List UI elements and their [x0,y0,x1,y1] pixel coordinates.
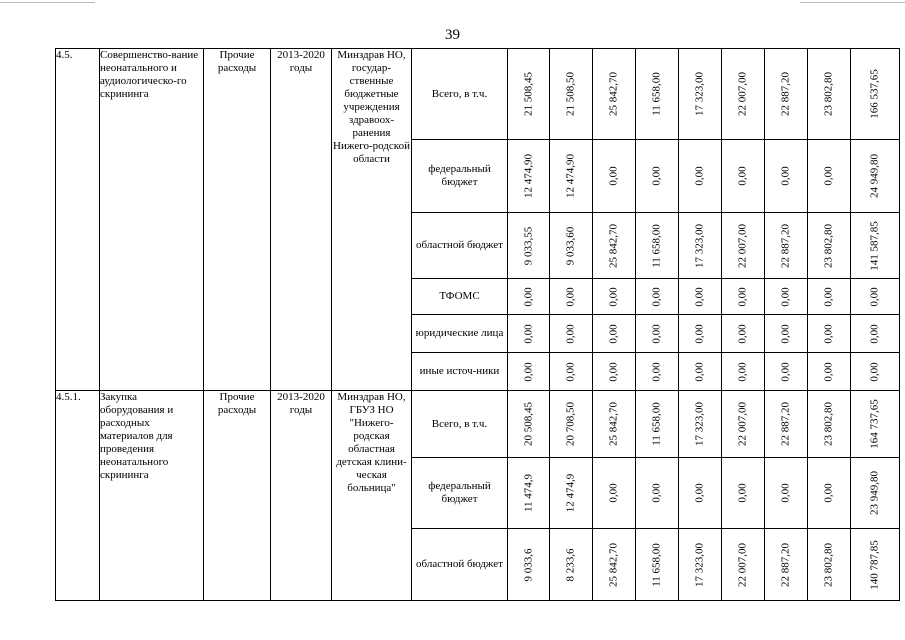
funding-source: областной бюджет [412,213,508,279]
value-cell: 0,00 [679,353,722,391]
value-cell: 0,00 [508,315,550,353]
value-cell: 20 708,50 [550,391,593,458]
scan-edge-mark [0,2,95,3]
value-cell: 0,00 [722,315,765,353]
page-number: 39 [445,27,460,43]
value-cell: 11 474,9 [508,458,550,529]
value-cell: 0,00 [722,140,765,213]
value-cell: 22 007,00 [722,391,765,458]
value-cell: 166 537,65 [851,49,900,140]
value-cell: 0,00 [808,458,851,529]
value-cell: 0,00 [550,279,593,315]
value-cell: 23 802,80 [808,213,851,279]
value-cell: 0,00 [679,140,722,213]
value-cell: 0,00 [636,279,679,315]
value-cell: 0,00 [593,315,636,353]
value-cell: 0,00 [765,315,808,353]
value-cell: 0,00 [679,315,722,353]
value-cell: 0,00 [636,353,679,391]
value-cell: 0,00 [765,140,808,213]
value-cell: 0,00 [593,353,636,391]
value-cell: 22 007,00 [722,213,765,279]
value-cell: 23 802,80 [808,49,851,140]
value-cell: 0,00 [722,458,765,529]
value-cell: 0,00 [808,279,851,315]
value-cell: 0,00 [851,315,900,353]
budget-table [55,48,900,601]
row-number: 4.5. [56,49,100,391]
value-cell: 21 508,45 [508,49,550,140]
value-cell: 22 887,20 [765,529,808,601]
value-cell: 0,00 [550,353,593,391]
value-cell: 11 658,00 [636,391,679,458]
value-cell: 0,00 [550,315,593,353]
value-cell: 0,00 [722,353,765,391]
value-cell: 0,00 [765,353,808,391]
expense-category: Прочие расходы [204,391,271,601]
value-cell: 9 033,60 [550,213,593,279]
value-cell: 141 587,85 [851,213,900,279]
value-cell: 0,00 [765,279,808,315]
value-cell: 0,00 [722,279,765,315]
value-cell: 0,00 [851,279,900,315]
value-cell: 12 474,90 [508,140,550,213]
value-cell: 0,00 [593,279,636,315]
funding-source: Всего, в т.ч. [412,391,508,458]
value-cell: 0,00 [679,458,722,529]
value-cell: 0,00 [851,353,900,391]
value-cell: 12 474,90 [550,140,593,213]
executor: Минздрав НО, ГБУЗ НО "Нижего-родская областная детская клини-ческая больница" [332,391,412,601]
value-cell: 164 737,65 [851,391,900,458]
value-cell: 0,00 [636,315,679,353]
value-cell: 22 007,00 [722,49,765,140]
value-cell: 8 233,6 [550,529,593,601]
value-cell: 23 949,80 [851,458,900,529]
value-cell: 12 474,9 [550,458,593,529]
value-cell: 9 033,6 [508,529,550,601]
measure-name: Закупка оборудования и расходных материалов для проведения неонатального скрининга [100,391,204,601]
value-cell: 17 323,00 [679,49,722,140]
funding-source: областной бюджет [412,529,508,601]
term: 2013-2020 годы [271,49,332,391]
funding-source: федеральный бюджет [412,458,508,529]
funding-source: иные источ-ники [412,353,508,391]
value-cell: 11 658,00 [636,213,679,279]
value-cell: 22 887,20 [765,391,808,458]
table-row [56,391,900,458]
value-cell: 0,00 [679,279,722,315]
value-cell: 17 323,00 [679,529,722,601]
scan-edge-mark [800,2,905,3]
value-cell: 20 508,45 [508,391,550,458]
value-cell: 25 842,70 [593,391,636,458]
value-cell: 0,00 [508,279,550,315]
value-cell: 25 842,70 [593,213,636,279]
value-cell: 0,00 [508,353,550,391]
funding-source: Всего, в т.ч. [412,49,508,140]
value-cell: 17 323,00 [679,213,722,279]
funding-source: юридические лица [412,315,508,353]
value-cell: 9 033,55 [508,213,550,279]
value-cell: 25 842,70 [593,49,636,140]
value-cell: 0,00 [636,458,679,529]
table-row [56,49,900,140]
value-cell: 0,00 [808,140,851,213]
expense-category: Прочие расходы [204,49,271,391]
measure-name: Совершенство-вание неонатального и аудиологическо-го скрининга [100,49,204,391]
value-cell: 11 658,00 [636,529,679,601]
value-cell: 23 802,80 [808,529,851,601]
value-cell: 0,00 [593,458,636,529]
funding-source: ТФОМС [412,279,508,315]
value-cell: 11 658,00 [636,49,679,140]
value-cell: 140 787,85 [851,529,900,601]
value-cell: 0,00 [636,140,679,213]
value-cell: 22 887,20 [765,213,808,279]
term: 2013-2020 годы [271,391,332,601]
value-cell: 17 323,00 [679,391,722,458]
value-cell: 21 508,50 [550,49,593,140]
value-cell: 23 802,80 [808,391,851,458]
value-cell: 0,00 [808,315,851,353]
value-cell: 22 007,00 [722,529,765,601]
funding-source: федеральный бюджет [412,140,508,213]
value-cell: 0,00 [765,458,808,529]
value-cell: 0,00 [593,140,636,213]
value-cell: 0,00 [808,353,851,391]
value-cell: 24 949,80 [851,140,900,213]
row-number: 4.5.1. [56,391,100,601]
executor: Минздрав НО, государ-ственные бюджетные учреждения здравоох-ранения Нижего-родской области [332,49,412,391]
value-cell: 25 842,70 [593,529,636,601]
value-cell: 22 887,20 [765,49,808,140]
